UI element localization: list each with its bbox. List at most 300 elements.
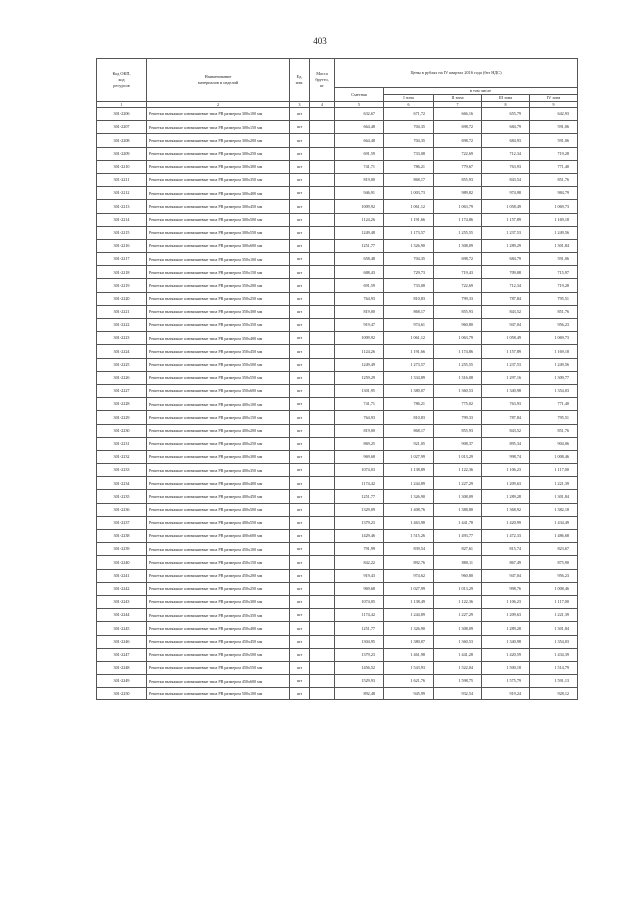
cell-name: Решетки вытяжные алюминиевые типа РВ размером 400х550 мм	[147, 516, 290, 529]
cell-price-zone-2: 1 013,29	[434, 450, 482, 463]
cell-name: Решетки вытяжные алюминиевые типа РВ размером 300х250 мм	[147, 147, 290, 160]
table-row	[97, 384, 578, 397]
cell-name: Решетки вытяжные алюминиевые типа РВ размером 350х550 мм	[147, 371, 290, 384]
table-row	[97, 200, 578, 213]
cell-price-zone-3: 655,79	[482, 108, 530, 121]
cell-weight	[310, 239, 335, 252]
cell-price-smetnaya: 892,48	[335, 688, 384, 700]
cell-price-smetnaya: 1074,03	[335, 464, 384, 477]
table-row	[97, 345, 578, 358]
col-number: 4	[310, 102, 335, 108]
cell-weight	[310, 556, 335, 569]
cell-unit: шт	[290, 305, 310, 318]
cell-code: 301-2209	[97, 147, 147, 160]
col-number: 2	[147, 102, 290, 108]
cell-price-zone-1: 868,17	[384, 173, 434, 186]
table-row	[97, 556, 578, 569]
cell-unit: шт	[290, 319, 310, 332]
table-body	[97, 108, 578, 700]
cell-price-zone-2: 932,54	[434, 688, 482, 700]
cell-price-zone-1: 1 027,99	[384, 450, 434, 463]
cell-price-zone-3: 1 420,99	[482, 516, 530, 529]
cell-price-zone-2: 1 308,09	[434, 239, 482, 252]
cell-weight	[310, 134, 335, 147]
header-price-group: Цены в рублях на IV квартал 2016 года (без НДС)	[335, 59, 578, 88]
cell-price-zone-1: 704,35	[384, 134, 434, 147]
cell-price-zone-4: 823,67	[530, 543, 578, 556]
cell-name: Решетки вытяжные алюминиевые типа РВ размером 350х150 мм	[147, 266, 290, 279]
cell-unit: шт	[290, 173, 310, 186]
cell-code: 301-2212	[97, 187, 147, 200]
cell-price-zone-2: 1 316,08	[434, 371, 482, 384]
cell-price-zone-2: 1 493,77	[434, 530, 482, 543]
table-row	[97, 187, 578, 200]
cell-name: Решетки вытяжные алюминиевые типа РВ размером 300х400 мм	[147, 187, 290, 200]
cell-price-zone-3: 709,08	[482, 266, 530, 279]
cell-weight	[310, 253, 335, 266]
cell-code: 301-2223	[97, 332, 147, 345]
cell-price-zone-1: 1 380,07	[384, 384, 434, 397]
cell-price-zone-4: 851,76	[530, 173, 578, 186]
cell-weight	[310, 292, 335, 305]
cell-unit: шт	[290, 160, 310, 173]
cell-unit: шт	[290, 398, 310, 411]
cell-price-zone-3: 1 106,23	[482, 595, 530, 608]
cell-price-smetnaya: 1251,77	[335, 490, 384, 503]
cell-price-zone-4: 591,06	[530, 121, 578, 134]
cell-price-smetnaya: 1249,48	[335, 226, 384, 239]
cell-price-zone-4: 1 301,84	[530, 490, 578, 503]
cell-unit: шт	[290, 595, 310, 608]
cell-code: 301-2210	[97, 160, 147, 173]
cell-price-zone-1: 810,83	[384, 292, 434, 305]
cell-code: 301-2222	[97, 319, 147, 332]
cell-weight	[310, 160, 335, 173]
col-number: 6	[384, 102, 434, 108]
cell-price-zone-4: 904,06	[530, 437, 578, 450]
cell-price-zone-2: 775,02	[434, 398, 482, 411]
cell-code: 301-2248	[97, 661, 147, 674]
cell-price-smetnaya: 1259,29	[335, 371, 384, 384]
cell-code: 301-2249	[97, 675, 147, 688]
cell-price-zone-1: 839,54	[384, 543, 434, 556]
cell-price-zone-2: 827,61	[434, 543, 482, 556]
cell-price-zone-1: 1 173,57	[384, 226, 434, 239]
cell-weight	[310, 345, 335, 358]
cell-price-zone-4: 1 354,03	[530, 384, 578, 397]
cell-name: Решетки вытяжные алюминиевые типа РВ размером 300х350 мм	[147, 173, 290, 186]
cell-unit: шт	[290, 134, 310, 147]
col-number: 5	[335, 102, 384, 108]
cell-price-smetnaya: 1074,05	[335, 595, 384, 608]
cell-price-zone-4: 1 249,56	[530, 358, 578, 371]
cell-price-zone-1: 1 138,89	[384, 464, 434, 477]
cell-name: Решетки вытяжные алюминиевые типа РВ размером 400х400 мм	[147, 477, 290, 490]
cell-price-zone-1: 945,99	[384, 688, 434, 700]
table-row	[97, 609, 578, 622]
cell-price-zone-4: 1 117,00	[530, 595, 578, 608]
cell-price-smetnaya: 664,48	[335, 134, 384, 147]
col-number: 7	[434, 102, 482, 108]
cell-price-smetnaya: 1251,77	[335, 239, 384, 252]
cell-code: 301-2226	[97, 371, 147, 384]
cell-price-zone-4: 1 591,13	[530, 675, 578, 688]
cell-unit: шт	[290, 648, 310, 661]
cell-weight	[310, 609, 335, 622]
cell-price-zone-3: 1 209,63	[482, 609, 530, 622]
cell-price-zone-2: 779,67	[434, 160, 482, 173]
cell-price-zone-2: 698,72	[434, 253, 482, 266]
cell-price-zone-3: 1 340,98	[482, 635, 530, 648]
cell-price-zone-3: 815,74	[482, 543, 530, 556]
cell-weight	[310, 424, 335, 437]
cell-name: Решетки вытяжные алюминиевые типа РВ размером 350х450 мм	[147, 345, 290, 358]
table-row	[97, 648, 578, 661]
cell-weight	[310, 675, 335, 688]
cell-name: Решетки вытяжные алюминиевые типа РВ размером 500х100 мм	[147, 688, 290, 700]
cell-code: 301-2230	[97, 424, 147, 437]
cell-weight	[310, 398, 335, 411]
table-row	[97, 595, 578, 608]
header-including: в том числе	[384, 88, 578, 95]
cell-unit: шт	[290, 371, 310, 384]
cell-price-zone-2: 1 308,09	[434, 622, 482, 635]
cell-price-zone-3: 919,24	[482, 688, 530, 700]
cell-weight	[310, 464, 335, 477]
cell-price-zone-2: 855,93	[434, 173, 482, 186]
cell-price-zone-3: 867,49	[482, 556, 530, 569]
cell-price-smetnaya: 791,99	[335, 543, 384, 556]
table-row	[97, 503, 578, 516]
col-number: 8	[482, 102, 530, 108]
cell-price-zone-3: 947,04	[482, 319, 530, 332]
cell-price-zone-3: 712,34	[482, 147, 530, 160]
header-zone-1: I зона	[384, 95, 434, 102]
cell-price-zone-3: 1 289,28	[482, 622, 530, 635]
cell-code: 301-2218	[97, 266, 147, 279]
cell-price-smetnaya: 1429,46	[335, 530, 384, 543]
cell-name: Решетки вытяжные алюминиевые типа РВ размером 400х150 мм	[147, 411, 290, 424]
cell-unit: шт	[290, 622, 310, 635]
cell-price-zone-2: 1 063,79	[434, 200, 482, 213]
cell-price-smetnaya: 819,00	[335, 173, 384, 186]
header-weight: Масса брутто, кг	[310, 59, 335, 102]
cell-price-zone-1: 1 244,89	[384, 477, 434, 490]
cell-unit: шт	[290, 675, 310, 688]
cell-price-zone-4: 1 434,49	[530, 516, 578, 529]
cell-name: Решетки вытяжные алюминиевые типа РВ размером 400х350 мм	[147, 464, 290, 477]
cell-price-smetnaya: 1124,26	[335, 213, 384, 226]
cell-price-zone-2: 960,80	[434, 319, 482, 332]
cell-code: 301-2219	[97, 279, 147, 292]
cell-name: Решетки вытяжные алюминиевые типа РВ размером 350х300 мм	[147, 305, 290, 318]
cell-unit: шт	[290, 226, 310, 239]
cell-price-zone-3: 1 058,49	[482, 332, 530, 345]
cell-weight	[310, 490, 335, 503]
cell-price-zone-4: 851,76	[530, 305, 578, 318]
cell-unit: шт	[290, 477, 310, 490]
cell-price-zone-1: 1 334,89	[384, 371, 434, 384]
cell-weight	[310, 213, 335, 226]
cell-price-zone-4: 1 486,68	[530, 530, 578, 543]
cell-price-smetnaya: 919,43	[335, 569, 384, 582]
cell-price-zone-3: 1 157,89	[482, 345, 530, 358]
cell-price-smetnaya: 741,71	[335, 398, 384, 411]
cell-price-zone-1: 1 003,73	[384, 187, 434, 200]
cell-price-zone-2: 908,37	[434, 437, 482, 450]
cell-price-zone-2: 1 360,53	[434, 635, 482, 648]
cell-weight	[310, 279, 335, 292]
cell-name: Решетки вытяжные алюминиевые типа РВ размером 400х200 мм	[147, 424, 290, 437]
cell-unit: шт	[290, 450, 310, 463]
cell-name: Решетки вытяжные алюминиевые типа РВ размером 450х300 мм	[147, 595, 290, 608]
cell-code: 301-2208	[97, 134, 147, 147]
cell-price-smetnaya: 1174,42	[335, 477, 384, 490]
cell-price-zone-3: 843,52	[482, 305, 530, 318]
cell-price-zone-3: 947,04	[482, 569, 530, 582]
cell-code: 301-2243	[97, 595, 147, 608]
cell-price-zone-1: 704,35	[384, 121, 434, 134]
cell-code: 301-2227	[97, 384, 147, 397]
cell-price-zone-3: 974,98	[482, 187, 530, 200]
cell-weight	[310, 582, 335, 595]
table-row	[97, 226, 578, 239]
cell-price-zone-1: 1 061,12	[384, 200, 434, 213]
cell-name: Решетки вытяжные алюминиевые типа РВ размером 300х450 мм	[147, 200, 290, 213]
cell-code: 301-2232	[97, 450, 147, 463]
table-row	[97, 464, 578, 477]
cell-weight	[310, 543, 335, 556]
cell-unit: шт	[290, 503, 310, 516]
cell-price-smetnaya: 1124,26	[335, 345, 384, 358]
cell-code: 301-2241	[97, 569, 147, 582]
cell-price-zone-4: 1 169,18	[530, 345, 578, 358]
cell-price-zone-1: 786,21	[384, 398, 434, 411]
cell-price-smetnaya: 1174,42	[335, 609, 384, 622]
cell-code: 301-2246	[97, 635, 147, 648]
cell-price-zone-1: 733,08	[384, 279, 434, 292]
cell-name: Решетки вытяжные алюминиевые типа РВ размером 400х300 мм	[147, 450, 290, 463]
cell-price-zone-4: 956,23	[530, 319, 578, 332]
cell-weight	[310, 477, 335, 490]
cell-name: Решетки вытяжные алюминиевые типа РВ размером 350х350 мм	[147, 319, 290, 332]
cell-price-zone-1: 1 191,66	[384, 213, 434, 226]
table-row	[97, 213, 578, 226]
cell-unit: шт	[290, 187, 310, 200]
cell-price-zone-2: 1 598,75	[434, 675, 482, 688]
cell-weight	[310, 595, 335, 608]
cell-price-zone-3: 763,93	[482, 160, 530, 173]
cell-code: 301-2239	[97, 543, 147, 556]
cell-unit: шт	[290, 543, 310, 556]
table-row	[97, 266, 578, 279]
cell-price-zone-4: 1 434,39	[530, 648, 578, 661]
cell-price-zone-3: 712,34	[482, 279, 530, 292]
cell-code: 301-2228	[97, 398, 147, 411]
cell-weight	[310, 147, 335, 160]
cell-price-zone-2: 722,69	[434, 279, 482, 292]
cell-price-zone-2: 1 522,04	[434, 661, 482, 674]
cell-weight	[310, 411, 335, 424]
cell-code: 301-2235	[97, 490, 147, 503]
cell-price-smetnaya: 691,59	[335, 147, 384, 160]
cell-price-zone-1: 729,73	[384, 266, 434, 279]
cell-price-zone-1: 921,05	[384, 437, 434, 450]
cell-weight	[310, 108, 335, 121]
cell-unit: шт	[290, 569, 310, 582]
cell-price-zone-4: 719,28	[530, 147, 578, 160]
cell-price-smetnaya: 1379,23	[335, 516, 384, 529]
cell-code: 301-2214	[97, 213, 147, 226]
cell-unit: шт	[290, 688, 310, 700]
cell-code: 301-2217	[97, 253, 147, 266]
cell-price-smetnaya: 819,00	[335, 305, 384, 318]
table-row	[97, 530, 578, 543]
cell-name: Решетки вытяжные алюминиевые типа РВ размером 450х150 мм	[147, 556, 290, 569]
cell-price-zone-3: 1 472,33	[482, 530, 530, 543]
cell-price-zone-2: 1 122,36	[434, 464, 482, 477]
cell-unit: шт	[290, 332, 310, 345]
cell-price-smetnaya: 1456,52	[335, 661, 384, 674]
cell-price-zone-1: 1 326,90	[384, 622, 434, 635]
cell-weight	[310, 450, 335, 463]
cell-price-zone-1: 810,83	[384, 411, 434, 424]
table-row	[97, 477, 578, 490]
cell-name: Решетки вытяжные алюминиевые типа РВ размером 450х500 мм	[147, 648, 290, 661]
cell-price-smetnaya: 919,47	[335, 319, 384, 332]
cell-unit: шт	[290, 345, 310, 358]
cell-price-smetnaya: 1304,95	[335, 635, 384, 648]
table-row	[97, 661, 578, 674]
cell-price-zone-3: 1 289,28	[482, 490, 530, 503]
cell-name: Решетки вытяжные алюминиевые типа РВ размером 300х200 мм	[147, 134, 290, 147]
cell-weight	[310, 516, 335, 529]
cell-price-smetnaya: 1329,09	[335, 503, 384, 516]
table-row	[97, 292, 578, 305]
cell-code: 301-2213	[97, 200, 147, 213]
cell-code: 301-2220	[97, 292, 147, 305]
cell-name: Решетки вытяжные алюминиевые типа РВ размером 450х600 мм	[147, 675, 290, 688]
table-row	[97, 490, 578, 503]
cell-weight	[310, 305, 335, 318]
cell-price-zone-3: 787,84	[482, 411, 530, 424]
cell-name: Решетки вытяжные алюминиевые типа РВ размером 450х550 мм	[147, 661, 290, 674]
cell-price-zone-3: 787,84	[482, 292, 530, 305]
cell-weight	[310, 226, 335, 239]
cell-name: Решетки вытяжные алюминиевые типа РВ размером 300х550 мм	[147, 226, 290, 239]
cell-price-zone-1: 733,08	[384, 147, 434, 160]
cell-price-zone-2: 1 255,55	[434, 226, 482, 239]
cell-price-zone-2: 989,82	[434, 187, 482, 200]
col-number: 9	[530, 102, 578, 108]
cell-unit: шт	[290, 213, 310, 226]
cell-price-zone-2: 1 122,36	[434, 595, 482, 608]
cell-unit: шт	[290, 266, 310, 279]
cell-price-zone-2: 722,69	[434, 147, 482, 160]
header-zone-4: IV зона	[530, 95, 578, 102]
table-row	[97, 173, 578, 186]
cell-price-zone-2: 799,33	[434, 292, 482, 305]
cell-price-smetnaya: 1009,92	[335, 332, 384, 345]
cell-price-zone-3: 1 209,63	[482, 477, 530, 490]
cell-price-zone-4: 1 514,79	[530, 661, 578, 674]
cell-price-smetnaya: 1009,92	[335, 200, 384, 213]
table-row	[97, 319, 578, 332]
cell-weight	[310, 530, 335, 543]
cell-name: Решетки вытяжные алюминиевые типа РВ размером 350х200 мм	[147, 279, 290, 292]
cell-price-zone-4: 1 301,84	[530, 239, 578, 252]
cell-price-zone-2: 1 013,29	[434, 582, 482, 595]
cell-price-zone-2: 855,93	[434, 305, 482, 318]
cell-code: 301-2244	[97, 609, 147, 622]
cell-price-smetnaya: 842,22	[335, 556, 384, 569]
cell-name: Решетки вытяжные алюминиевые типа РВ размером 300х150 мм	[147, 121, 290, 134]
cell-weight	[310, 371, 335, 384]
header-zone-3: III зона	[482, 95, 530, 102]
cell-price-zone-4: 984,79	[530, 187, 578, 200]
cell-name: Решетки вытяжные алюминиевые типа РВ размером 350х500 мм	[147, 358, 290, 371]
cell-price-zone-4: 1 221,39	[530, 609, 578, 622]
cell-price-zone-3: 684,79	[482, 121, 530, 134]
cell-code: 301-2221	[97, 305, 147, 318]
cell-name: Решетки вытяжные алюминиевые типа РВ размером 450х250 мм	[147, 582, 290, 595]
cell-price-zone-1: 1 621,76	[384, 675, 434, 688]
cell-name: Решетки вытяжные алюминиевые типа РВ размером 350х400 мм	[147, 332, 290, 345]
table-row	[97, 450, 578, 463]
cell-price-zone-1: 1 191,66	[384, 345, 434, 358]
cell-unit: шт	[290, 292, 310, 305]
cell-code: 301-2215	[97, 226, 147, 239]
table-row	[97, 688, 578, 700]
cell-name: Решетки вытяжные алюминиевые типа РВ размером 400х450 мм	[147, 490, 290, 503]
cell-price-zone-2: 666,16	[434, 108, 482, 121]
table-row	[97, 569, 578, 582]
cell-price-zone-2: 698,72	[434, 134, 482, 147]
cell-unit: шт	[290, 424, 310, 437]
cell-weight	[310, 187, 335, 200]
table-header	[97, 59, 578, 108]
cell-name: Решетки вытяжные алюминиевые типа РВ размером 400х250 мм	[147, 437, 290, 450]
cell-unit: шт	[290, 530, 310, 543]
cell-unit: шт	[290, 358, 310, 371]
cell-price-zone-1: 1 408,76	[384, 503, 434, 516]
cell-price-zone-1: 1 461,98	[384, 648, 434, 661]
page-number: 403	[313, 36, 327, 46]
cell-name: Решетки вытяжные алюминиевые типа РВ размером 300х100 мм	[147, 108, 290, 121]
cell-code: 301-2240	[97, 556, 147, 569]
cell-code: 301-2207	[97, 121, 147, 134]
cell-price-zone-3: 1 368,92	[482, 503, 530, 516]
cell-price-zone-3: 1 289,29	[482, 239, 530, 252]
cell-price-zone-3: 998,76	[482, 582, 530, 595]
cell-price-zone-1: 1 326,90	[384, 490, 434, 503]
cell-name: Решетки вытяжные алюминиевые типа РВ размером 350х100 мм	[147, 253, 290, 266]
cell-unit: шт	[290, 121, 310, 134]
cell-code: 301-2237	[97, 516, 147, 529]
cell-price-zone-2: 698,72	[434, 121, 482, 134]
cell-price-zone-3: 1 237,53	[482, 226, 530, 239]
cell-price-zone-3: 763,93	[482, 398, 530, 411]
cell-name: Решетки вытяжные алюминиевые типа РВ размером 300х500 мм	[147, 213, 290, 226]
header-code: Код ОКП, код ресурсов	[97, 59, 147, 102]
table-row	[97, 582, 578, 595]
cell-price-zone-4: 1 008,46	[530, 450, 578, 463]
cell-price-smetnaya: 1301,95	[335, 384, 384, 397]
cell-code: 301-2250	[97, 688, 147, 700]
table-row	[97, 108, 578, 121]
cell-price-zone-2: 1 308,09	[434, 490, 482, 503]
cell-weight	[310, 384, 335, 397]
